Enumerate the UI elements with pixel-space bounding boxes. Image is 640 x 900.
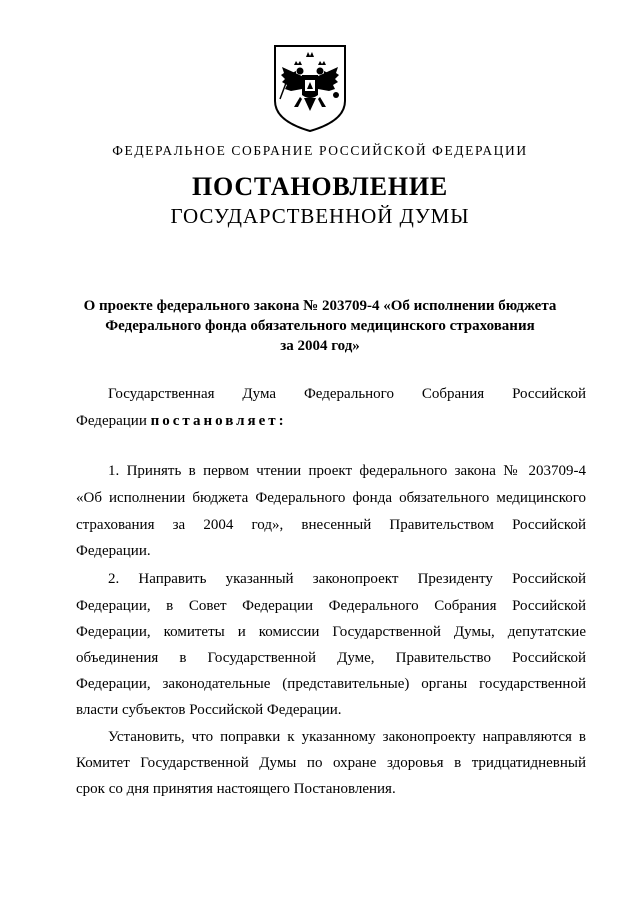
paragraph-2-line: Федерации, законодательные (представительные) органы государственной bbox=[76, 676, 586, 692]
russian-coat-of-arms-icon bbox=[272, 43, 348, 133]
preamble-text: Федерации bbox=[76, 413, 151, 429]
preamble-line bbox=[76, 411, 586, 431]
paragraph-2-line: Федерации, в Совет Федерации Федерального Собрания Российской bbox=[76, 598, 586, 614]
paragraph-2-line: власти субъектов Российской Федерации. bbox=[76, 702, 342, 718]
paragraph-2-line: Федерации, комитеты и комиссии Государственной Думы, депутатские bbox=[76, 624, 586, 640]
subject-line: О проекте федерального закона № 203709-4 «Об исполнении бюджета bbox=[83, 298, 557, 314]
subject-line: Федерального фонда обязательного медицинского страхования bbox=[105, 318, 535, 334]
resolves-keyword: постановляет: bbox=[150, 413, 287, 429]
issuing-body-title: ГОСУДАРСТВЕННОЙ ДУМЫ bbox=[170, 204, 470, 228]
preamble-line: Государственная Дума Федерального Собрания Российской bbox=[108, 386, 586, 402]
paragraph-2-line: 2. Направить указанный законопроект Президенту Российской bbox=[108, 571, 586, 587]
paragraph-3-line: срок со дня принятия настоящего Постановления. bbox=[76, 781, 396, 797]
paragraph-3-line: Установить, что поправки к указанному законопроекту направляются в bbox=[108, 729, 586, 745]
paragraph-1-line: страхования за 2004 год», внесенный Правительством Российской bbox=[76, 517, 586, 533]
paragraph-1-line: Федерации. bbox=[76, 543, 151, 559]
paragraph-1-line: «Об исполнении бюджета Федерального фонда обязательного медицинского bbox=[76, 490, 586, 506]
paragraph-2-line: объединения в Государственной Думе, Правительство Российской bbox=[76, 650, 586, 666]
paragraph-1-line: 1. Принять в первом чтении проект федерального закона № 203709-4 bbox=[108, 463, 586, 479]
paragraph-3-line: Комитет Государственной Думы по охране здоровья в тридцатидневный bbox=[76, 755, 586, 771]
resolution-subject bbox=[60, 296, 580, 356]
subject-line: за 2004 год» bbox=[280, 338, 360, 354]
document-type-title: ПОСТАНОВЛЕНИЕ bbox=[191, 172, 449, 201]
federal-assembly-heading: ФЕДЕРАЛЬНОЕ СОБРАНИЕ РОССИЙСКОЙ ФЕДЕРАЦИИ bbox=[112, 143, 528, 158]
